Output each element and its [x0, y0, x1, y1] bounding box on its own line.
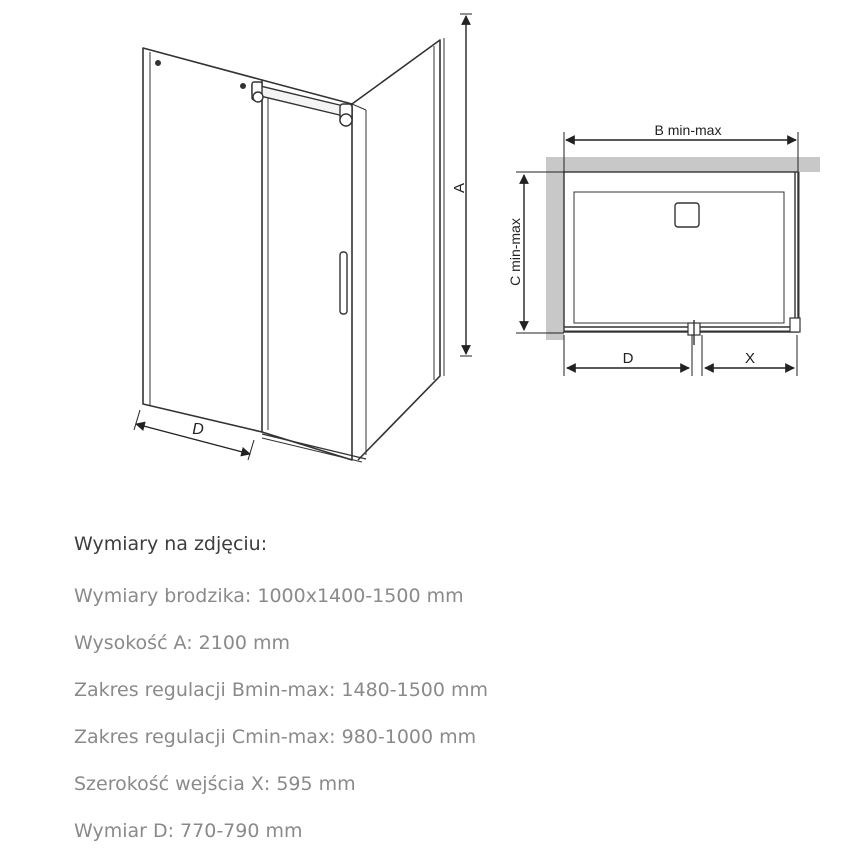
drain-icon — [675, 203, 699, 227]
spec-height-a: Wysokość A: 2100 mm — [74, 632, 291, 654]
sliding-door-panel — [262, 80, 352, 460]
top-rail — [252, 84, 352, 118]
dimension-b-label: B min-max — [654, 122, 722, 138]
perspective-view — [143, 38, 444, 462]
dimension-d-left-label: D — [192, 421, 204, 438]
dimension-x-label: X — [744, 350, 756, 367]
spec-range-b: Zakres regulacji Bmin-max: 1480-1500 mm — [74, 679, 489, 701]
spec-range-c: Zakres regulacji Cmin-max: 980-1000 mm — [74, 726, 477, 748]
dimension-d-left — [134, 410, 254, 460]
wall-left — [546, 157, 564, 340]
dimension-c-label: C min-max — [507, 218, 523, 286]
spec-tray-dimensions: Wymiary brodzika: 1000x1400-1500 mm — [74, 585, 464, 607]
door-handle-icon — [340, 252, 347, 314]
wall-top — [546, 157, 820, 172]
fixed-glass-panel — [143, 48, 262, 432]
dimension-specs — [74, 526, 834, 855]
shower-tray — [564, 172, 798, 332]
dimension-a — [451, 14, 472, 356]
dimension-d-right-label: D — [622, 350, 634, 367]
specs-title: Wymiary na zdjęciu: — [74, 533, 268, 555]
plan-view — [546, 157, 820, 345]
fixing-hole-icon — [156, 61, 161, 66]
spec-entry-width-x: Szerokość wejścia X: 595 mm — [74, 773, 356, 795]
dimension-a-label: A — [451, 182, 468, 194]
dimension-x — [702, 335, 797, 376]
fixing-hole-icon — [241, 84, 246, 89]
spec-dimension-d: Wymiar D: 770-790 mm — [74, 820, 303, 842]
side-glass-panel — [352, 40, 440, 460]
dimension-d-right — [564, 335, 692, 376]
